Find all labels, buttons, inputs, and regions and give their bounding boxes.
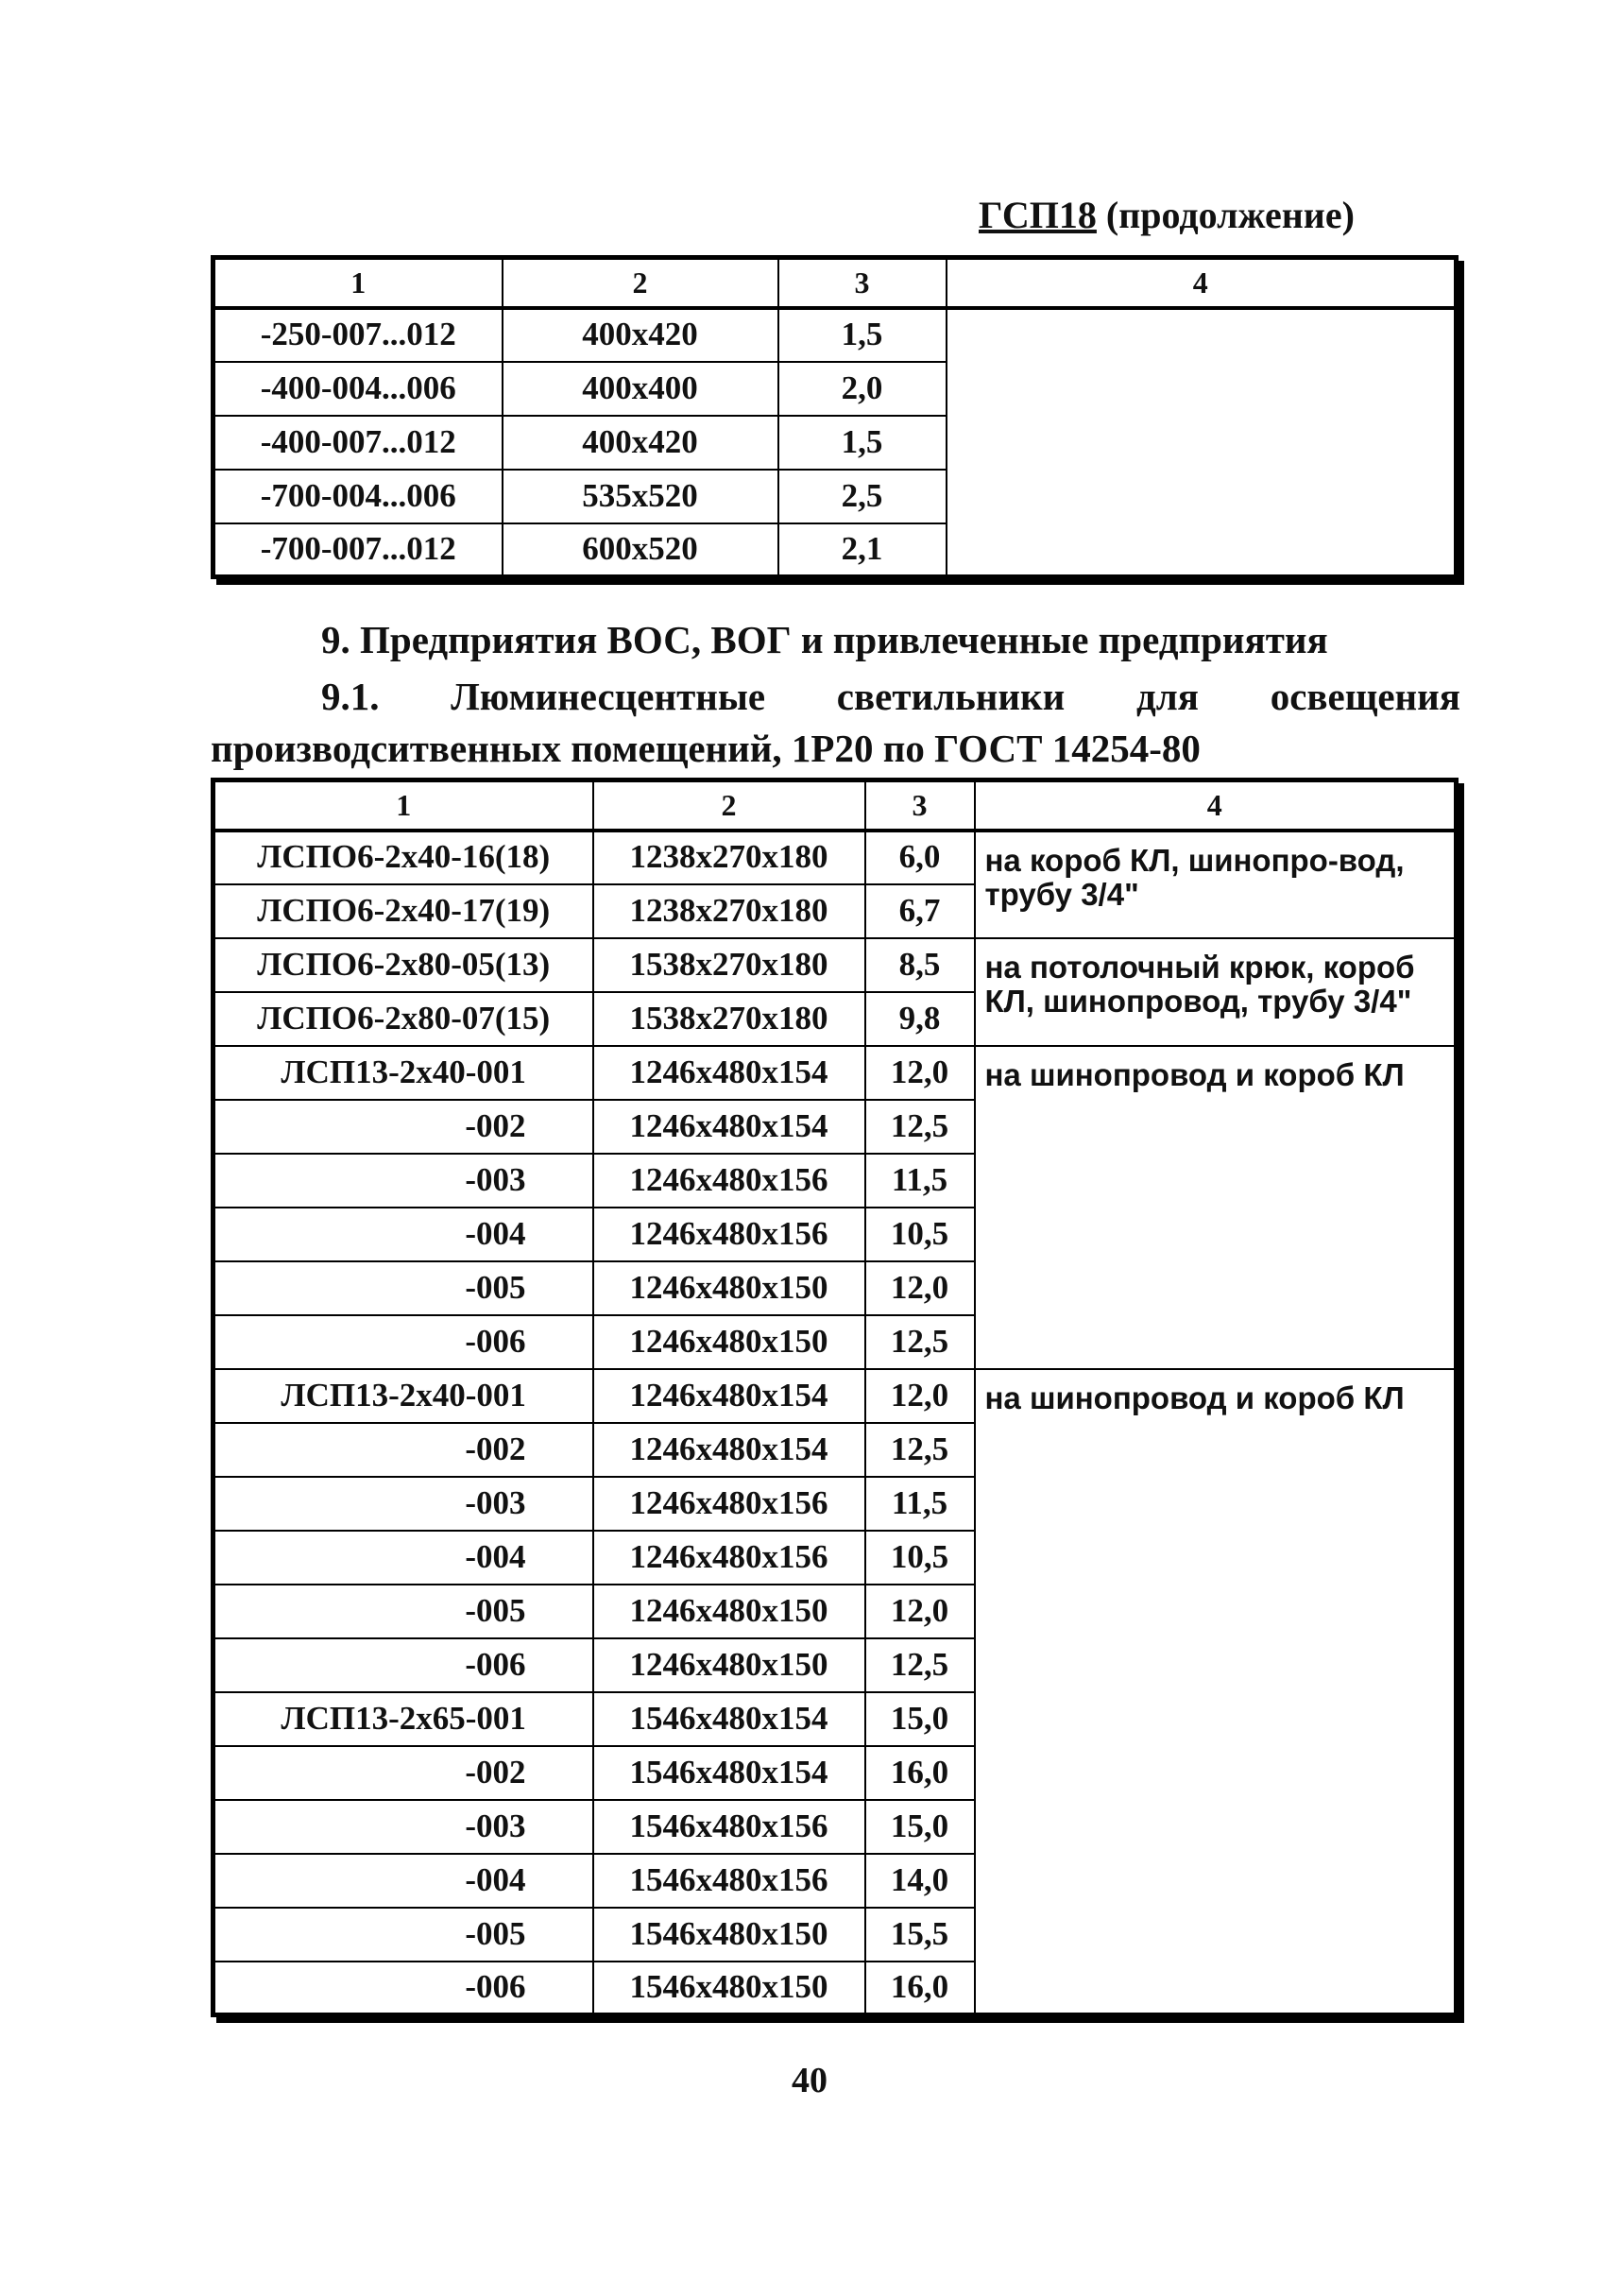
- section-9-1-word: освещения: [1270, 675, 1460, 718]
- cell-dims: 1546х480х154: [593, 1692, 865, 1746]
- cell-mass: 12,0: [865, 1585, 975, 1638]
- cell-mass: 12,0: [865, 1261, 975, 1315]
- cell-dims: 400x420: [503, 308, 778, 362]
- cell-dims: 1246х480х150: [593, 1638, 865, 1692]
- cell-mass: 2,1: [778, 523, 947, 577]
- cell-model: -006: [213, 1962, 593, 2015]
- header-code: ГСП18: [979, 194, 1097, 236]
- cell-model: ЛСП13-2х40-001: [213, 1369, 593, 1423]
- cell-mass: 14,0: [865, 1854, 975, 1908]
- cell-model: ЛСП13-2х40-001: [213, 1046, 593, 1100]
- cell-model: -006: [213, 1638, 593, 1692]
- cell-dims: 400x420: [503, 416, 778, 470]
- section-9-1-title-line1: [321, 674, 1460, 719]
- cell-model: -005: [213, 1585, 593, 1638]
- table-continuation: [211, 255, 1459, 579]
- cell-model: -003: [213, 1800, 593, 1854]
- cell-mass: 15,5: [865, 1908, 975, 1962]
- cell-model: -003: [213, 1154, 593, 1208]
- cell-model: ЛСПО6-2х80-07(15): [213, 992, 593, 1046]
- cell-dims: 1246х480х156: [593, 1154, 865, 1208]
- cell-mass: 8,5: [865, 938, 975, 992]
- cell-model: -002: [213, 1100, 593, 1154]
- section-9-1-title-line2: производситвенных помещений, 1Р20 по ГОСТ 14254-80: [211, 727, 1201, 770]
- cell-mass: 16,0: [865, 1746, 975, 1800]
- cell-model: -003: [213, 1477, 593, 1531]
- cell-mass: 9,8: [865, 992, 975, 1046]
- cell-model: -005: [213, 1261, 593, 1315]
- cell-dims: 1246х480х154: [593, 1046, 865, 1100]
- cell-model: -250-007...012: [213, 308, 503, 362]
- cell-model: -002: [213, 1423, 593, 1477]
- cell-model: -700-004...006: [213, 470, 503, 523]
- cell-model: -400-007...012: [213, 416, 503, 470]
- cell-dims: 1246х480х156: [593, 1477, 865, 1531]
- cell-dims: 535x520: [503, 470, 778, 523]
- cell-model: -700-007...012: [213, 523, 503, 577]
- cell-mass: 10,5: [865, 1208, 975, 1261]
- cell-note: на шинопровод и короб КЛ: [975, 1046, 1457, 1369]
- header-cell-2: 2: [503, 258, 778, 308]
- header-cell-2: 2: [593, 780, 865, 831]
- table-row: [213, 938, 1457, 992]
- cell-mass: 15,0: [865, 1800, 975, 1854]
- cell-mass: 12,0: [865, 1369, 975, 1423]
- cell-model: -002: [213, 1746, 593, 1800]
- continuation-header: [979, 193, 1355, 237]
- cell-mass: 10,5: [865, 1531, 975, 1585]
- cell-dims: 1238х270х180: [593, 831, 865, 884]
- cell-dims: 1238х270х180: [593, 884, 865, 938]
- cell-model: ЛСПО6-2х80-05(13): [213, 938, 593, 992]
- cell-dims: 1246х480х154: [593, 1369, 865, 1423]
- cell-mass: 12,5: [865, 1423, 975, 1477]
- cell-mass: 11,5: [865, 1154, 975, 1208]
- cell-dims: 1546х480х150: [593, 1908, 865, 1962]
- header-cell-4: 4: [947, 258, 1457, 308]
- table-row: [213, 831, 1457, 884]
- cell-dims: 1246х480х150: [593, 1315, 865, 1369]
- header-cell-3: 3: [865, 780, 975, 831]
- cell-model: -004: [213, 1854, 593, 1908]
- cell-dims: 1246х480х150: [593, 1585, 865, 1638]
- cell-note: на шинопровод и короб КЛ: [975, 1369, 1457, 2015]
- header-suffix: (продолжение): [1105, 194, 1355, 236]
- section-9-1-word: 9.1.: [321, 675, 380, 718]
- cell-mass: 12,0: [865, 1046, 975, 1100]
- header-cell-4: 4: [975, 780, 1457, 831]
- cell-model: ЛСПО6-2х40-16(18): [213, 831, 593, 884]
- table-row: [213, 308, 1457, 362]
- cell-dims: 1538х270х180: [593, 992, 865, 1046]
- cell-dims: 1546х480х150: [593, 1962, 865, 2015]
- cell-dims: 1246х480х150: [593, 1261, 865, 1315]
- cell-mass: 6,0: [865, 831, 975, 884]
- header-cell-1: 1: [213, 780, 593, 831]
- header-cell-1: 1: [213, 258, 503, 308]
- cell-model: -400-004...006: [213, 362, 503, 416]
- cell-note: на короб КЛ, шинопро-вод, трубу 3/4": [975, 831, 1457, 938]
- cell-model: ЛСПО6-2х40-17(19): [213, 884, 593, 938]
- cell-dims: 1246х480х156: [593, 1208, 865, 1261]
- cell-dims: 600x520: [503, 523, 778, 577]
- cell-dims: 1246х480х156: [593, 1531, 865, 1585]
- cell-mass: 16,0: [865, 1962, 975, 2015]
- cell-dims: 400x400: [503, 362, 778, 416]
- cell-model: -005: [213, 1908, 593, 1962]
- cell-mass: 2,0: [778, 362, 947, 416]
- cell-dims: 1246х480х154: [593, 1100, 865, 1154]
- cell-model: -006: [213, 1315, 593, 1369]
- cell-mass: 2,5: [778, 470, 947, 523]
- cell-mass: 1,5: [778, 308, 947, 362]
- cell-note-empty: [947, 308, 1457, 577]
- page-number: 40: [792, 2061, 828, 2100]
- table-header-row: [213, 258, 1457, 308]
- cell-model: -004: [213, 1208, 593, 1261]
- header-cell-3: 3: [778, 258, 947, 308]
- cell-mass: 11,5: [865, 1477, 975, 1531]
- cell-dims: 1546х480х156: [593, 1854, 865, 1908]
- cell-mass: 15,0: [865, 1692, 975, 1746]
- cell-mass: 12,5: [865, 1638, 975, 1692]
- cell-mass: 1,5: [778, 416, 947, 470]
- cell-model: -004: [213, 1531, 593, 1585]
- cell-dims: 1546х480х156: [593, 1800, 865, 1854]
- table-header-row: [213, 780, 1457, 831]
- table-luminaires: [211, 778, 1459, 2017]
- cell-mass: 12,5: [865, 1100, 975, 1154]
- cell-mass: 6,7: [865, 884, 975, 938]
- cell-model: ЛСП13-2х65-001: [213, 1692, 593, 1746]
- cell-dims: 1546х480х154: [593, 1746, 865, 1800]
- cell-note: на потолочный крюк, короб КЛ, шинопровод, трубу 3/4": [975, 938, 1457, 1046]
- section-9-1-word: светильники: [836, 675, 1066, 718]
- cell-mass: 12,5: [865, 1315, 975, 1369]
- table-row: [213, 1369, 1457, 1423]
- table-row: [213, 1046, 1457, 1100]
- cell-dims: 1246х480х154: [593, 1423, 865, 1477]
- section-9-1-word: Люминесцентные: [451, 675, 766, 718]
- section-9-1-word: для: [1136, 675, 1199, 718]
- section-9-title: 9. Предприятия ВОС, ВОГ и привлеченные предприятия: [321, 618, 1328, 661]
- cell-dims: 1538х270х180: [593, 938, 865, 992]
